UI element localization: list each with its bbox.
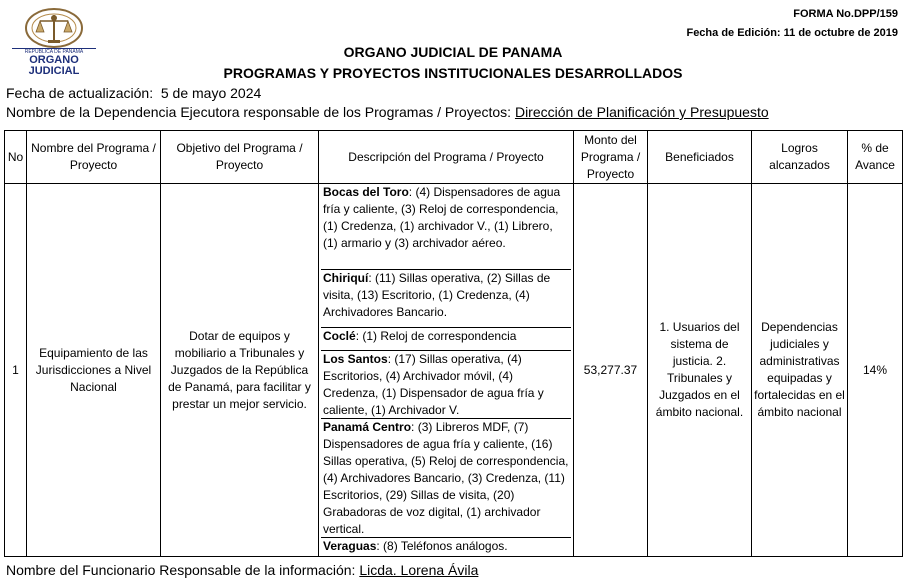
dependency-line — [6, 104, 769, 120]
header-achievements: Logros alcanzados — [752, 131, 848, 184]
cell-objective: Dotar de equipos y mobiliario a Tribunales y Juzgados de la República de Panamá, para facilitar y prestar un mejor servicio. — [161, 184, 319, 557]
header-objective: Objetivo del Programa / Proyecto — [161, 131, 319, 184]
description-block-chiriqui — [321, 270, 571, 328]
form-number: FORMA No.DPP/159 — [793, 8, 898, 20]
description-text: : (1) Reloj de correspondencia — [355, 329, 517, 343]
edit-date-value: 11 de octubre de 2019 — [783, 27, 898, 39]
description-text: : (3) Libreros MDF, (7) Dispensadores de agua fría y caliente, (16) Sillas operativa, (5) Reloj de correspondencia, (4) Archivadores Bancario, (3) Credenza, (11) Escritorios, (29) Sillas de visita, (20) Grabadoras de voz digital, (1) archivador vertical. — [323, 420, 569, 536]
dependency-label: Nombre de la Dependencia Ejecutora responsable de los Programas / Proyectos: — [6, 104, 515, 120]
cell-amount: 53,277.37 — [574, 184, 648, 557]
update-date-value: 5 de mayo 2024 — [160, 85, 262, 101]
description-text: : (8) Teléfonos análogos. — [376, 539, 508, 553]
header-no: No — [5, 131, 27, 184]
programs-table — [4, 130, 903, 557]
description-place: Coclé — [323, 329, 356, 343]
edit-date — [686, 27, 898, 39]
dependency-value: Dirección de Planificación y Presupuesto — [514, 104, 769, 120]
description-place: Bocas del Toro — [323, 185, 409, 199]
header-name: Nombre del Programa / Proyecto — [27, 131, 161, 184]
responsible-value: Licda. Lorena Ávila — [359, 562, 479, 578]
document-subtitle: PROGRAMAS Y PROYECTOS INSTITUCIONALES DESARROLLADOS — [223, 65, 683, 81]
header-progress: % de Avance — [848, 131, 903, 184]
header-description: Descripción del Programa / Proyecto — [319, 131, 574, 184]
update-date — [6, 85, 261, 101]
document-title: ORGANO JUDICIAL DE PANAMA — [343, 44, 563, 60]
cell-description — [319, 184, 574, 557]
description-block-panama-centro — [321, 419, 571, 538]
description-place: Veraguas — [323, 539, 377, 553]
description-place: Chiriquí — [323, 271, 369, 285]
logo-line2: JUDICIAL — [28, 65, 80, 76]
description-place: Los Santos — [323, 352, 388, 366]
logo-line1: ORGANO — [29, 54, 79, 66]
cell-no: 1 — [5, 184, 27, 557]
description-block-cocle — [321, 328, 571, 351]
table-header-row — [5, 131, 903, 184]
header-beneficiaries: Beneficiados — [648, 131, 752, 184]
description-block-bocas — [321, 184, 571, 270]
description-text: : (17) Sillas operativa, (4) Escritorios, (4) Archivador móvil, (4) Credenza, (1) Dispensador de agua fría y caliente, (1) Archivador V. — [323, 352, 544, 417]
responsible-label: Nombre del Funcionario Responsable de la información: — [6, 562, 360, 578]
header-amount: Monto del Programa / Proyecto — [574, 131, 648, 184]
table-row — [5, 184, 903, 557]
description-place: Panamá Centro — [323, 420, 412, 434]
description-block-veraguas — [321, 538, 571, 556]
responsible-line — [6, 562, 478, 578]
cell-name: Equipamiento de las Jurisdicciones a Nivel Nacional — [27, 184, 161, 557]
description-block-los-santos — [321, 351, 571, 419]
description-text: : (11) Sillas operativa, (2) Sillas de visita, (13) Escritorio, (1) Credenza, (4) Archivadores Bancario. — [323, 271, 551, 319]
update-date-label: Fecha de actualización: — [6, 85, 154, 101]
cell-progress: 14% — [848, 184, 903, 557]
cell-achievements: Dependencias judiciales y administrativas equipadas y fortalecidas en el ámbito nacional — [752, 184, 848, 557]
cell-beneficiaries: 1. Usuarios del sistema de justicia. 2. Tribunales y Juzgados en el ámbito nacional. — [648, 184, 752, 557]
logo-seal-text: REPÚBLICA DE PANAMÁ — [24, 49, 84, 55]
edit-date-label: Fecha de Edición: — [686, 27, 784, 39]
description-text: : (4) Dispensadores de agua fría y caliente, (3) Reloj de correspondencia, (1) Credenza, (1) archivador V., (1) Librero, (1) armario y (3) archivador aéreo. — [323, 185, 561, 250]
